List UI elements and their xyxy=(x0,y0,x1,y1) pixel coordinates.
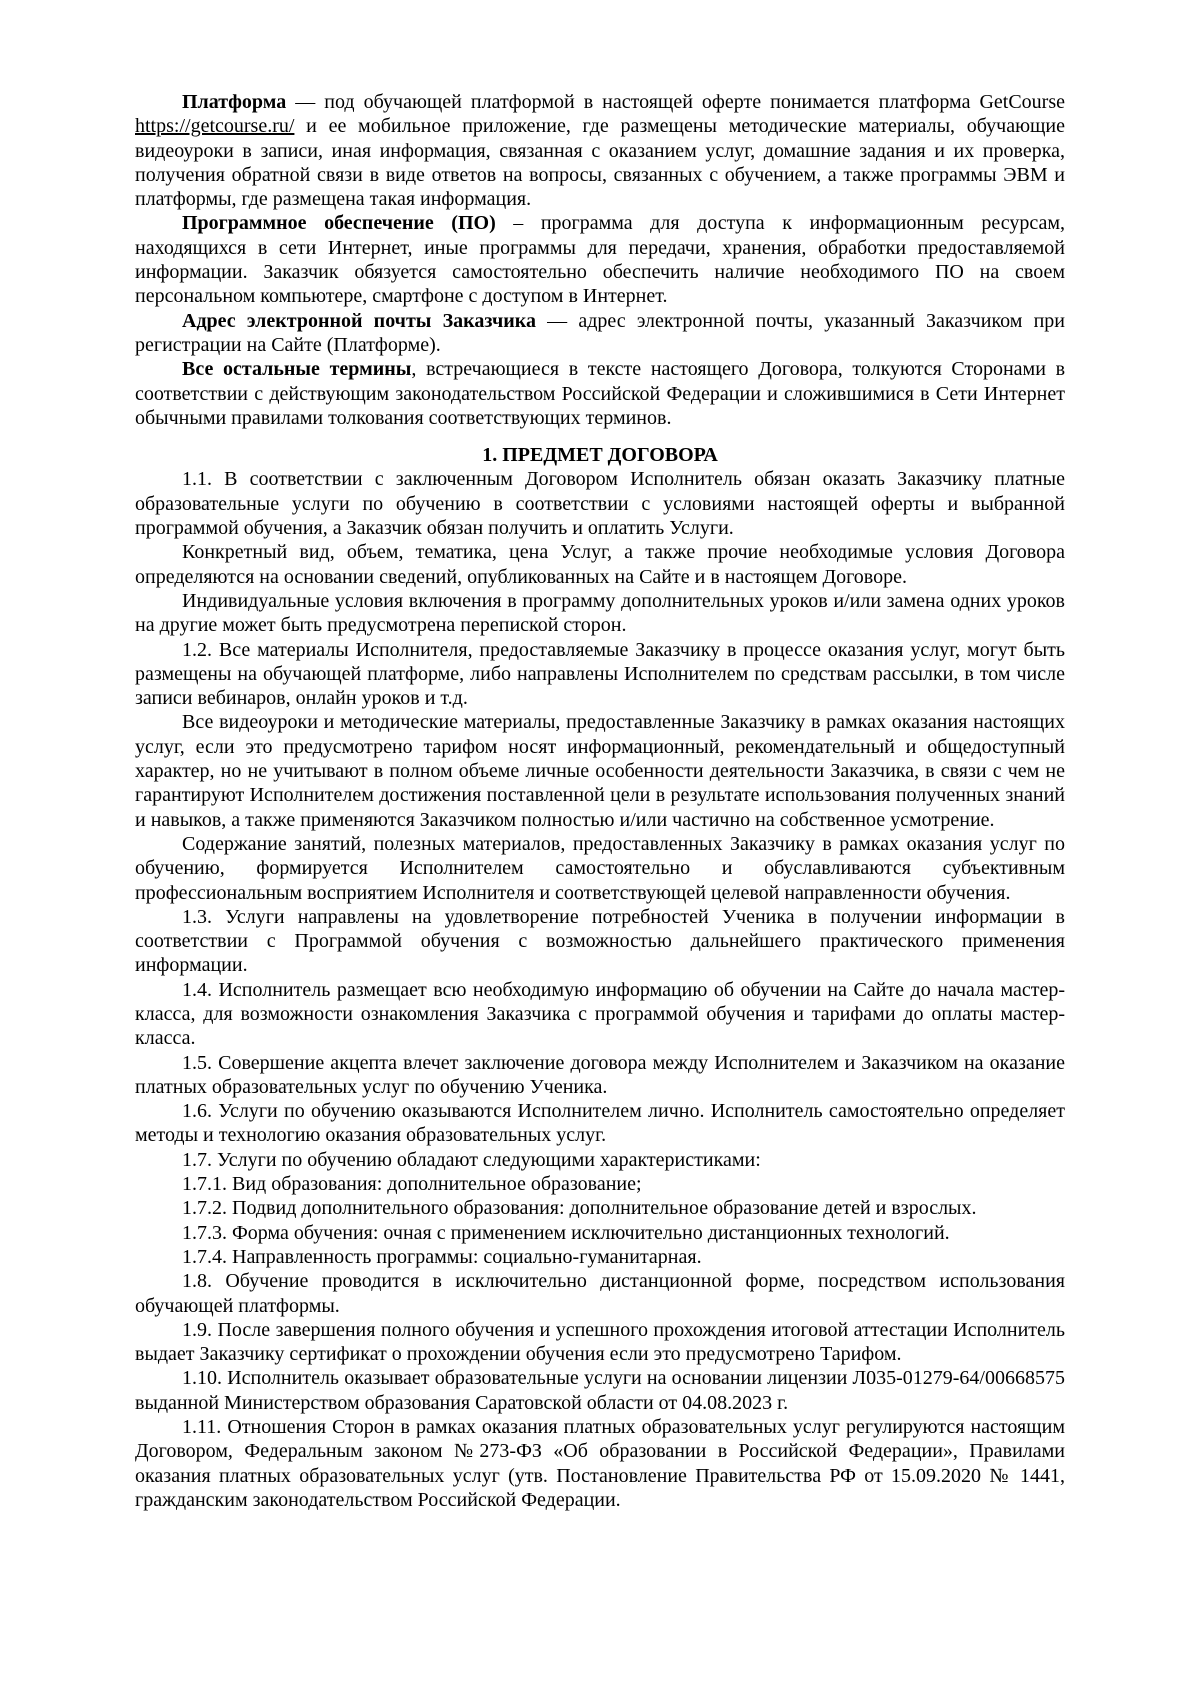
definition-platform xyxy=(135,90,1065,211)
getcourse-link[interactable]: https://getcourse.ru/ xyxy=(135,115,295,138)
definition-platform-term: Платформа xyxy=(182,91,287,113)
definition-other-terms xyxy=(135,357,1065,430)
paragraph-1-1-terms: Конкретный вид, объем, тематика, цена Услуг, а также прочие необходимые условия Договора определяются на основании сведений, опубликованных на Сайте и в настоящем Договоре. xyxy=(135,541,1065,588)
section-heading: 1. ПРЕДМЕТ ДОГОВОРА xyxy=(482,444,718,467)
definition-platform-text-before-link: под обучающей платформой в настоящей оферте понимается платформа GetCourse xyxy=(324,91,1065,113)
paragraph-1-2-materials: Все видеоуроки и методические материалы, предоставленные Заказчику в рамках оказания настоящих услуг, если это предусмотрено тарифом носят информационный, рекомендательный и общедоступный характер, но не учитывают в полном объеме личные особенности деятельности Заказчика, в связи с чем не гарантируют Исполнителем достижения поставленной цели в результате использования полученных знаний и навыков, а также применяются Заказчиком полностью и/или частично на собственное усмотрение. xyxy=(135,711,1065,831)
paragraph-1-2-content: Содержание занятий, полезных материалов, предоставленных Заказчику в рамках оказания услуг по обучению, формируется Исполнителем самостоятельно и обуславливаются субъективным профессиональным восприятием Исполнителя и соответствующей целевой направленности обучения. xyxy=(135,832,1065,904)
definition-platform-text-after-link: и ее мобильное приложение, где размещены методические материалы, обучающие видеоуроки в записи, иная информация, связанная с оказанием услуг, домашние задания и их проверка, получения обратной связи в виде ответов на вопросы, связанных с обучением, а также программы ЭВМ и платформы, где размещена такая информация. xyxy=(135,115,1065,211)
definition-email-separator: — xyxy=(536,309,579,332)
paragraph-1-1-individual: Индивидуальные условия включения в программу дополнительных уроков и/или замена одних уроков на другие может быть предусмотрена перепиской сторон. xyxy=(135,589,1065,637)
definition-other-terms-term: Все остальные термины xyxy=(182,358,412,381)
paragraph-1-7: 1.7. Услуги по обучению обладают следующими характеристиками: xyxy=(182,1148,761,1171)
definition-other-terms-separator: , xyxy=(411,358,427,381)
paragraph-1-11: 1.11. Отношения Сторон в рамках оказания платных образовательных услуг регулируются настоящим Договором, Федеральным законом №273-ФЗ «Об образовании в Российской Федерации», Правилами оказания платных образовательных услуг (утв. Постановление Правительства РФ от 15.09.2020 № 1441, гражданским законодательством Российской Федерации. xyxy=(135,1416,1065,1511)
paragraph-1-7-1: 1.7.1. Вид образования: дополнительное образование; xyxy=(182,1173,642,1196)
paragraph-1-7-4: 1.7.4. Направленность программы: социально-гуманитарная. xyxy=(182,1245,702,1268)
definition-other-terms-text: встречающиеся в тексте настоящего Договора, толкуются Сторонами в соответствии с действующим законодательством Российской Федерации и сложившимися в Сети Интернет обычными правилами толкования соответствующих терминов. xyxy=(135,358,1066,429)
definition-software-separator: – xyxy=(495,212,541,235)
paragraph-1-8: 1.8. Обучение проводится в исключительно дистанционной форме, посредством использования обучающей платформы. xyxy=(135,1270,1065,1317)
document-content xyxy=(135,90,1065,1512)
definition-email-text: адрес электронной почты, указанный Заказчиком при регистрации на Сайте (Платформе). xyxy=(135,309,1065,356)
paragraph-1-7-2: 1.7.2. Подвид дополнительного образования: дополнительное образование детей и взрослых. xyxy=(182,1197,977,1220)
paragraph-1-2: 1.2. Все материалы Исполнителя, предоставляемые Заказчику в процессе оказания услуг, могут быть размещены на обучающей платформе, либо направлены Исполнителем по средствам рассылки, в том числе записи вебинаров, онлайн уроков и т.д. xyxy=(135,638,1065,710)
paragraph-1-10: 1.10. Исполнитель оказывает образовательные услуги на основании лицензии Л035-01279-64/00668575 выданной Министерством образования Саратовской области от 04.08.2023 г. xyxy=(135,1367,1065,1414)
paragraph-1-9: 1.9. После завершения полного обучения и успешного прохождения итоговой аттестации Исполнитель выдает Заказчику сертификат о прохождении обучения если это предусмотрено Тарифом. xyxy=(135,1318,1065,1366)
definition-email xyxy=(135,309,1065,358)
paragraph-1-4: 1.4. Исполнитель размещает всю необходимую информацию об обучении на Сайте до начала мастер-класса, для возможности ознакомления Заказчика с программой обучения и тарифами до оплаты мастер-класса. xyxy=(135,978,1065,1050)
paragraph-1-6: 1.6. Услуги по обучению оказываются Исполнителем лично. Исполнитель самостоятельно определяет методы и технологию оказания образовательных услуг. xyxy=(135,1100,1065,1147)
paragraph-1-3: 1.3. Услуги направлены на удовлетворение потребностей Ученика в получении информации в соответствии с Программой обучения с возможностью дальнейшего практического применения информации. xyxy=(135,905,1065,977)
paragraph-1-1: 1.1. В соответствии с заключенным Договором Исполнитель обязан оказать Заказчику платные образовательные услуги по обучению в соответствии с условиями настоящей оферты и выбранной программой обучения, а Заказчик обязан получить и оплатить Услуги. xyxy=(135,468,1065,540)
definition-email-term: Адрес электронной почты Заказчика xyxy=(182,309,537,332)
definition-software-text: программа для доступа к информационным ресурсам, находящихся в сети Интернет, иные программы для передачи, хранения, обработки предоставляемой информации. Заказчик обязуется самостоятельно обеспечить наличие необходимого ПО на своем персональном компьютере, смартфоне с доступом в Интернет. xyxy=(135,212,1065,308)
definition-software xyxy=(135,211,1065,308)
definition-platform-separator: — xyxy=(286,91,325,113)
paragraph-1-7-3: 1.7.3. Форма обучения: очная с применением исключительно дистанционных технологий. xyxy=(182,1221,950,1244)
definition-software-term: Программное обеспечение (ПО) xyxy=(182,212,496,235)
paragraph-1-5: 1.5. Совершение акцепта влечет заключение договора между Исполнителем и Заказчиком на оказание платных образовательных услуг по обучению Ученика. xyxy=(135,1051,1065,1098)
